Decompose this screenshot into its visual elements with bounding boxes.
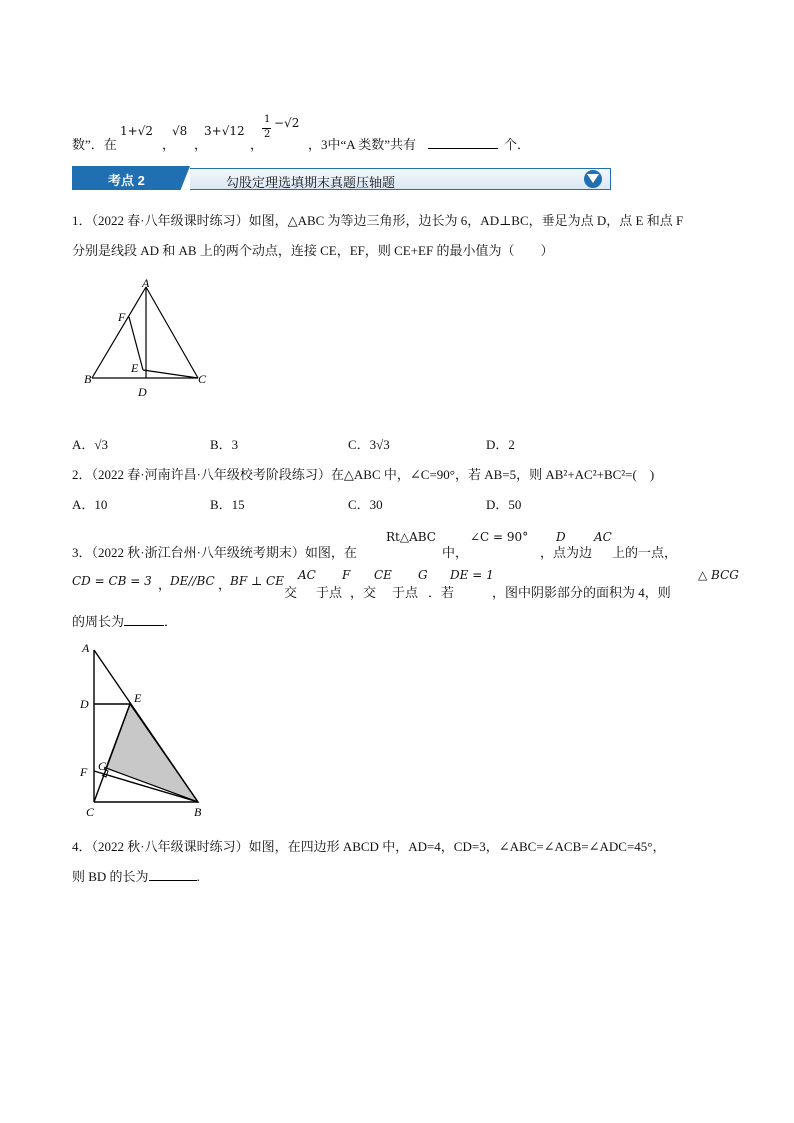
q3-l2-b: ， <box>158 577 172 592</box>
q3-l1-ac: AC <box>594 530 612 544</box>
q1-option-a[interactable]: A．√3 <box>72 437 109 452</box>
q3-l3-a: 的周长为 <box>72 614 125 629</box>
q1-label-d: D <box>138 385 147 399</box>
frac-den: 2 <box>264 129 271 140</box>
q3-l2-d: ， <box>218 577 232 592</box>
q3-label-c: C <box>86 805 95 819</box>
q3-l1-e: 为边 <box>566 545 593 560</box>
q3-l2-c: DE//BC <box>170 574 215 588</box>
q3-l2-f: 交 <box>284 585 298 600</box>
section-tab-label: 考点 2 <box>108 173 145 188</box>
expr-3-plus-root12: 3+√12 <box>204 124 245 138</box>
frac-num: 1 <box>264 114 271 125</box>
q2-option-d[interactable]: D．50 <box>486 497 522 512</box>
q3-answer-blank[interactable] <box>124 613 164 626</box>
q3-label-d: D <box>80 697 89 711</box>
sep-3: ， <box>250 137 264 152</box>
expr-1-plus-root2: 1+√2 <box>120 124 153 138</box>
q3-line1 <box>72 530 722 560</box>
q3-l2-e: BF ⊥ CE <box>230 574 284 588</box>
section-header <box>72 166 612 190</box>
chevron-down-icon[interactable] <box>584 170 602 188</box>
q1-label-c: C <box>198 372 207 386</box>
q3-l2-a: CD = CB = 3 <box>72 574 152 588</box>
q1-line2: 分别是线段 AD 和 AB 上的两个动点，连接 CE，EF，则 CE+EF 的最小值为（ ） <box>72 243 554 258</box>
q3-label-e: E <box>134 691 142 705</box>
q3-l1-d: D <box>556 530 566 544</box>
q3-l1-f: 上的一点， <box>612 545 678 560</box>
q1-option-d[interactable]: D．2 <box>486 437 515 452</box>
q3-l2-i: F <box>342 568 351 582</box>
top-line-start: 数”．在 <box>72 137 117 152</box>
q1-edge-ac <box>146 287 198 378</box>
q3-l1-ang: ∠C = 90° <box>470 530 529 544</box>
q1-label-e: E <box>131 361 139 375</box>
q3-l2-n: ．若 <box>428 585 455 600</box>
q3-label-a: A <box>82 641 90 655</box>
q2-option-c[interactable]: C．30 <box>348 497 383 512</box>
q4-line2-b: . <box>196 869 200 884</box>
q3-l2-p: ，图中阴影部分的面积为 4，则 <box>492 585 671 600</box>
section-title: 勾股定理选填期末真题压轴题 <box>226 175 396 190</box>
sep-1: ， <box>162 137 176 152</box>
q3-l2-g: AC <box>298 568 316 582</box>
q3-figure <box>74 640 214 820</box>
q3-l1-b: 中， <box>442 545 469 560</box>
q3-shaded-triangle <box>106 704 198 802</box>
q1-option-c[interactable]: C．3√3 <box>348 437 390 452</box>
q3-l2-k: CE <box>374 568 392 582</box>
q3-l2-q: △ BCG <box>698 568 739 582</box>
q1-option-b[interactable]: B．3 <box>210 437 239 452</box>
q3-l2-h: 于点 <box>316 585 343 600</box>
q3-l1-rt: Rt△ABC <box>386 530 436 544</box>
expr-root8: √8 <box>172 124 188 138</box>
top-line-tail: 个． <box>504 137 531 152</box>
top-line-end: ，3中“A 类数”共有 <box>308 137 416 152</box>
q2-option-a[interactable]: A．10 <box>72 497 108 512</box>
q3-line2 <box>72 568 739 600</box>
q3-line3 <box>72 611 177 630</box>
q4-line1: 4．（2022 秋·八年级课时练习）如图，在四边形 ABCD 中，AD=4，CD=3，∠ABC=∠ACB=∠ADC=45°， <box>72 839 666 854</box>
q4-answer-blank[interactable] <box>149 868 197 881</box>
q3-l1-c: ，点 <box>540 545 567 560</box>
q1-label-a: A <box>142 276 150 290</box>
q3-label-g: G <box>98 759 107 773</box>
q4-line2-a: 则 BD 的长为 <box>72 869 149 884</box>
answer-blank[interactable] <box>428 148 498 149</box>
q3-l2-j: ，交 <box>350 585 377 600</box>
q3-l2-l: 于点 <box>392 585 419 600</box>
sep-2: ， <box>194 137 208 152</box>
q2-line1: 2．（2022 春·河南许昌·八年级校考阶段练习）在△ABC 中，∠C=90°，若 AB=5，则 AB²+AC²+BC²=( ) <box>72 467 655 482</box>
q1-seg-ec <box>143 370 198 378</box>
q1-label-f: F <box>118 310 126 324</box>
q1-label-b: B <box>84 372 92 386</box>
q3-l3-b: ． <box>164 614 178 629</box>
q3-l2-o: DE = 1 <box>450 568 494 582</box>
expr-minus-root2: −√2 <box>274 116 300 130</box>
top-line <box>72 114 532 154</box>
q2-option-b[interactable]: B．15 <box>210 497 245 512</box>
section-title-box <box>190 168 611 190</box>
q1-figure <box>80 275 220 400</box>
q1-line1: 1．（2022 春·八年级课时练习）如图，△ABC 为等边三角形，边长为 6，AD⊥BC，垂足为点 D，点 E 和点 F <box>72 213 684 228</box>
q3-l2-m: G <box>418 568 428 582</box>
q4-line2 <box>72 866 200 885</box>
q3-label-f: F <box>80 765 88 779</box>
q3-l1-a: 3．（2022 秋·浙江台州·八年级统考期末）如图，在 <box>72 545 357 560</box>
q3-label-b: B <box>194 805 202 819</box>
